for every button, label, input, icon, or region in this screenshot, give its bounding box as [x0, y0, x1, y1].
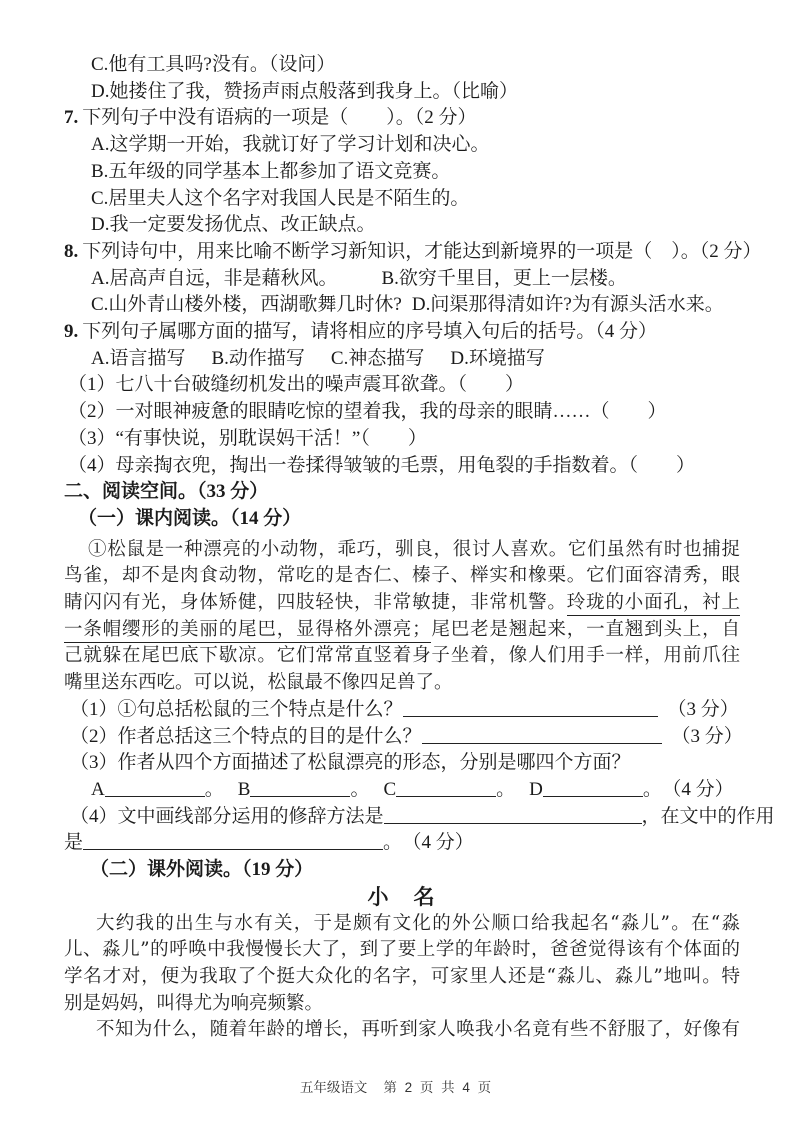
essay-line: 不知为什么，随着年龄的增长，再听到家人唤我小名竟有些不舒服了，好像有 — [96, 1019, 740, 1041]
essay-line: 学名才对，便为我取了个挺大众化的名字，可家里人还是“淼儿、淼儿”地叫。特 — [64, 965, 740, 987]
q6-option-c: C.他有工具吗?没有。（设问） — [91, 54, 336, 75]
exam-content — [64, 52, 775, 1044]
sub2-label: （2）作者总括这三个特点的目的是什么？ — [70, 725, 422, 747]
q9-type-a: A.语言描写 — [91, 347, 186, 369]
q8-stem: 下列诗句中，用来比喻不断学习新知识，才能达到新境界的一项是（ ）。（2 分） — [82, 240, 762, 262]
sub3-score: （4 分） — [671, 778, 734, 800]
sub1-score: （3 分） — [667, 698, 739, 720]
answer-blank — [250, 782, 350, 797]
q9-type-c: C.神态描写 — [330, 347, 425, 369]
blank-letter-b: B — [237, 778, 251, 800]
sub4-lead2: 是 — [64, 832, 84, 854]
q7-option-d: D.我一定要发扬优点、改正缺点。 — [91, 214, 376, 236]
part1-sub3-blanks — [64, 777, 740, 804]
passage-line — [64, 590, 740, 617]
sub4-score: （4 分） — [412, 832, 474, 854]
q7-stem-line — [64, 105, 740, 132]
q9-stem-line — [64, 319, 740, 346]
passage-line: 己就躲在尾巴底下歇凉。它们常常直竖着身子坐着，像人们用手一样，用前爪往 — [64, 645, 740, 667]
q8-stem-line — [64, 239, 762, 266]
period: 。 — [496, 778, 516, 800]
section2-heading: 二、阅读空间。（33 分） — [64, 481, 269, 503]
q8-options-row2 — [64, 292, 740, 319]
q8-option-a: A.居高声自远，非是藉秋风。 — [91, 267, 338, 289]
passage-text: 尾巴老是翘起来，一直翘到头上，自 — [430, 618, 740, 640]
sub1-label: （1）①句总括松鼠的三个特点是什么？ — [70, 698, 403, 720]
sub2-score: （3 分） — [671, 725, 743, 747]
part1-sub4-line1 — [64, 804, 775, 831]
q9-item-4: （4）母亲掏衣兜，掏出一卷揉得皱皱的毛票，用龟裂的手指数着。（ ） — [68, 454, 696, 476]
period: 。 — [642, 778, 662, 800]
sub4-tail2: 。 — [383, 832, 403, 854]
answer-blank — [105, 782, 205, 797]
page-footer — [0, 1076, 793, 1096]
answer-blank — [396, 782, 496, 797]
footer-course: 五年级语文 — [299, 1080, 368, 1095]
q8-option-d: D.问渠那得清如许?为有源头活水来。 — [411, 294, 724, 316]
blank-letter-d: D — [529, 778, 543, 800]
part1-sub1 — [64, 697, 740, 724]
q9-stem: 下列句子属哪方面的描写，请将相应的序号填入句后的括号。（4 分） — [82, 321, 658, 343]
period: 。 — [350, 778, 370, 800]
blank-letter-c: C — [383, 778, 397, 800]
essay-line: 别是妈妈，叫得尤为响亮频繁。 — [64, 992, 324, 1014]
q9-item-2: （2）一对眼神疲惫的眼睛吃惊的望着我，我的母亲的眼睛……（ ） — [68, 401, 667, 423]
part1-sub3-label: （3）作者从四个方面描述了松鼠漂亮的形态，分别是哪四个方面？ — [70, 752, 631, 774]
part2-heading: （二）课外阅读。（19 分） — [90, 859, 314, 881]
part1-sub4-line2 — [64, 830, 740, 857]
sub4-tail1: ，在文中的作用 — [641, 805, 775, 827]
q9-type-b: B.动作描写 — [211, 347, 305, 369]
q8-option-b: B.欲穷千里目，更上一层楼。 — [381, 267, 627, 289]
q7-number: 7. — [64, 107, 79, 129]
q9-type-d: D.环境描写 — [450, 347, 545, 369]
q7-option-b: B.五年级的同学基本上都参加了语文竞赛。 — [91, 160, 451, 182]
q7-stem: 下列句子中没有语病的一项是（ ）。（2 分） — [82, 107, 477, 129]
period: 。 — [204, 778, 224, 800]
passage-line — [64, 617, 740, 644]
passage-line: ①松鼠是一种漂亮的小动物，乖巧，驯良，很讨人喜欢。它们虽然有时也捕捉 — [88, 538, 740, 560]
q8-number: 8. — [64, 240, 79, 262]
essay-line: 儿、淼儿”的呼唤中我慢慢长大了，到了要上学的年龄时，爸爸觉得该有个体面的 — [64, 939, 740, 961]
answer-blank — [543, 782, 643, 797]
part1-sub2 — [64, 724, 743, 751]
q8-option-c: C.山外青山楼外楼，西湖歌舞几时休? — [91, 294, 402, 316]
essay-line: 大约我的出生与水有关，于是颇有文化的外公顺口给我起名“淼儿”。在“淼 — [96, 912, 740, 934]
q7-option-c: C.居里夫人这个名字对我国人民是不陌生的。 — [91, 187, 470, 209]
essay-title: 小 名 — [367, 883, 437, 909]
underlined-text: 一条帽缨形的美丽的尾巴，显得格外漂亮； — [64, 619, 431, 643]
q9-number: 9. — [64, 321, 79, 343]
q9-item-3: （3）“有事快说，别耽误妈干活！”（ ） — [68, 427, 427, 449]
sub4-label: （4）文中画线部分运用的修辞方法是 — [70, 805, 384, 827]
answer-blank — [403, 702, 658, 717]
footer-page-number: 第 2 页 共 4 页 — [383, 1080, 494, 1095]
underlined-text: 玲珑的小面孔，衬上 — [567, 592, 740, 616]
passage-squirrel — [64, 537, 740, 697]
q8-options-row1 — [64, 266, 740, 293]
q9-item-1: （1）七八十台破缝纫机发出的噪声震耳欲聋。（ ） — [68, 374, 525, 396]
part1-heading: （一）课内阅读。（14 分） — [78, 507, 302, 529]
answer-blank — [83, 835, 383, 850]
passage-text: 睛闪闪有光，身体矫健，四肢轻快，非常敏捷，非常机警。 — [64, 592, 567, 614]
q6-option-d: D.她搂住了我，赞扬声雨点般落到我身上。（比喻） — [91, 80, 518, 102]
passage-line: 鸟雀，却不是肉食动物，常吃的是杏仁、榛子、榉实和橡栗。它们面容清秀，眼 — [64, 565, 740, 587]
blank-letter-a: A — [91, 778, 105, 800]
q7-option-a: A.这学期一开始，我就订好了学习计划和决心。 — [91, 134, 490, 156]
answer-blank — [384, 809, 642, 824]
answer-blank — [422, 729, 662, 744]
passage-line: 嘴里送东西吃。可以说，松鼠最不像四足兽了。 — [64, 672, 453, 694]
q9-type-row — [64, 346, 740, 373]
